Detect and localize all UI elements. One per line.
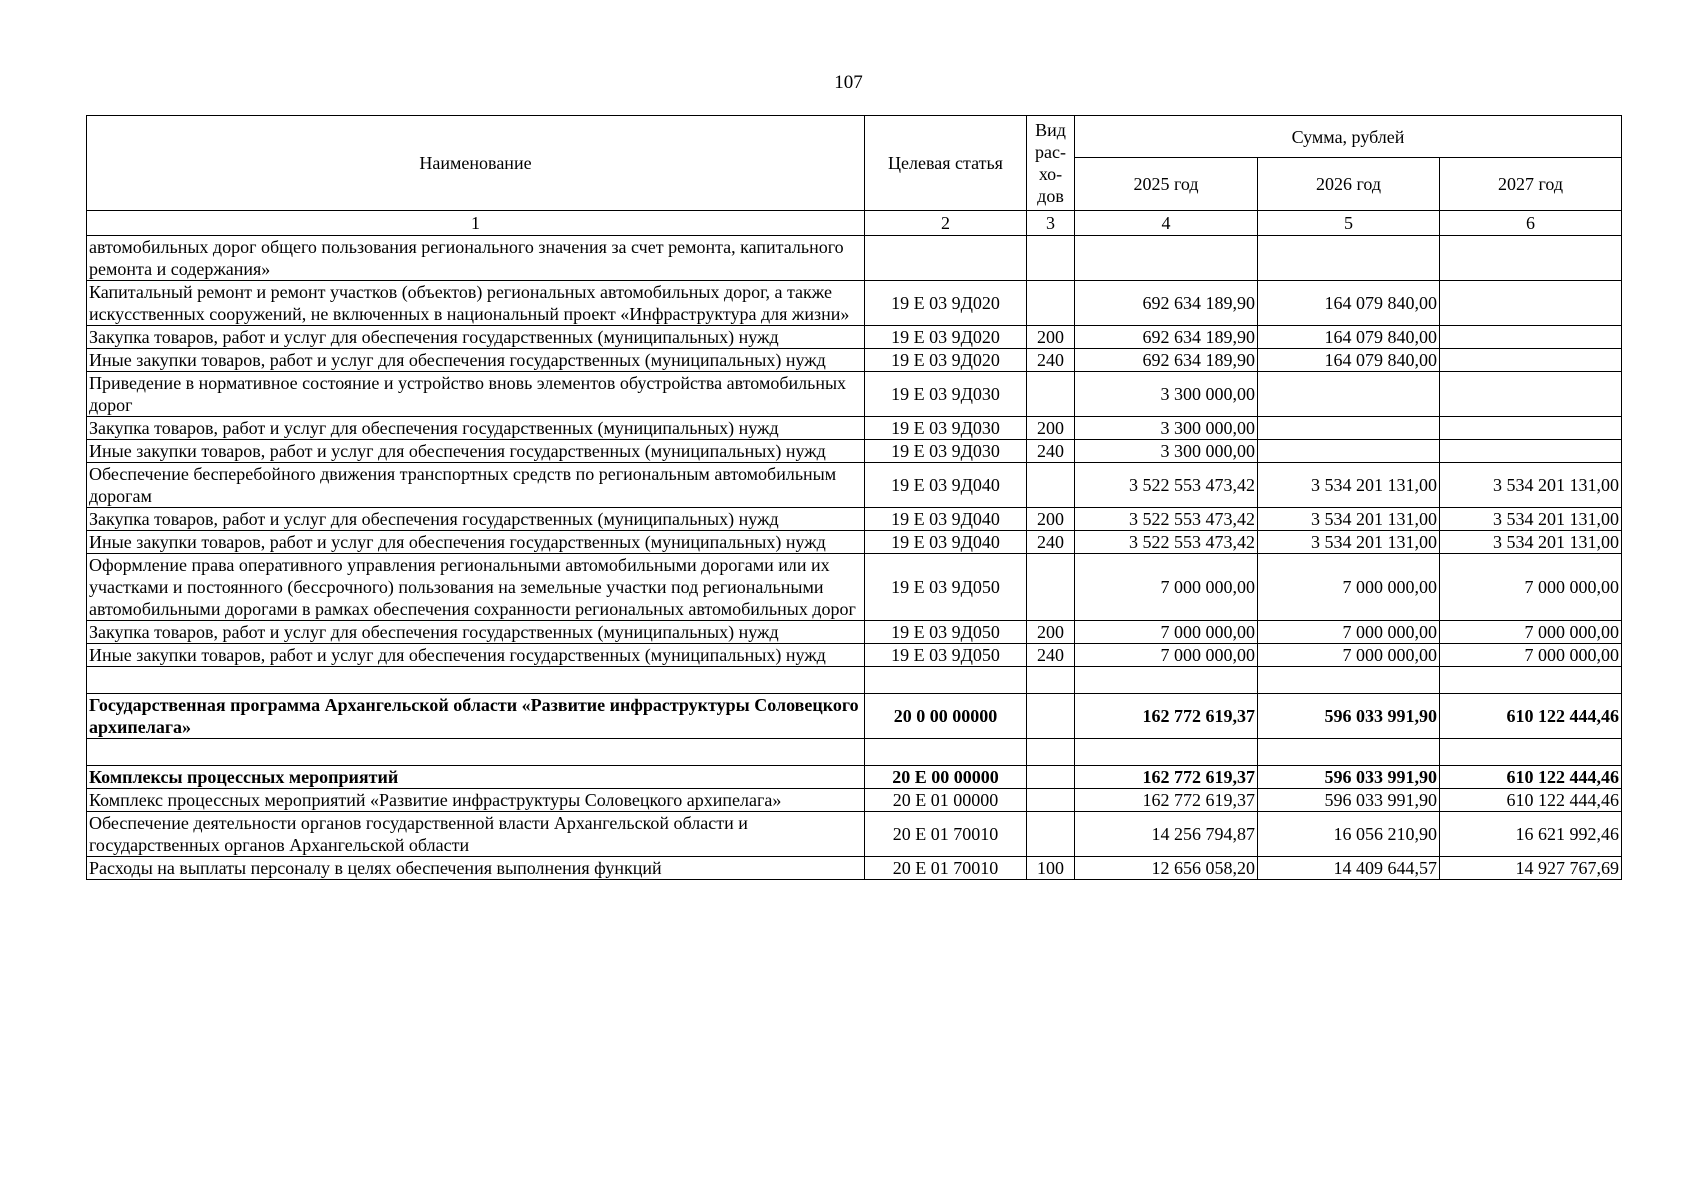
row-expense-type <box>1027 236 1075 281</box>
column-index: 6 <box>1440 211 1622 236</box>
row-target-article: 19 Е 03 9Д030 <box>865 417 1027 440</box>
row-sum-2027 <box>1440 417 1622 440</box>
row-sum-2026: 164 079 840,00 <box>1258 281 1440 326</box>
row-name: Иные закупки товаров, работ и услуг для обеспечения государственных (муниципальных) нужд <box>87 440 865 463</box>
row-name: Закупка товаров, работ и услуг для обеспечения государственных (муниципальных) нужд <box>87 508 865 531</box>
column-index: 3 <box>1027 211 1075 236</box>
row-target-article: 19 Е 03 9Д040 <box>865 531 1027 554</box>
row-sum-2026: 3 534 201 131,00 <box>1258 508 1440 531</box>
header-target-article: Целевая статья <box>865 116 1027 211</box>
row-sum-2027 <box>1440 236 1622 281</box>
row-expense-type: 240 <box>1027 440 1075 463</box>
row-sum-2026 <box>1258 417 1440 440</box>
table-row <box>87 694 1622 739</box>
row-sum-2026: 596 033 991,90 <box>1258 694 1440 739</box>
row-name: Иные закупки товаров, работ и услуг для обеспечения государственных (муниципальных) нужд <box>87 531 865 554</box>
budget-table <box>86 115 1622 880</box>
row-sum-2027: 3 534 201 131,00 <box>1440 508 1622 531</box>
table-row <box>87 440 1622 463</box>
row-sum-2025: 3 300 000,00 <box>1075 440 1258 463</box>
table-row <box>87 766 1622 789</box>
row-expense-type: 100 <box>1027 857 1075 880</box>
table-row <box>87 531 1622 554</box>
row-expense-type <box>1027 463 1075 508</box>
empty-cell <box>865 667 1027 694</box>
table-row <box>87 281 1622 326</box>
header-sum: Сумма, рублей <box>1075 116 1622 158</box>
row-sum-2025: 692 634 189,90 <box>1075 281 1258 326</box>
row-sum-2027: 7 000 000,00 <box>1440 644 1622 667</box>
page-number: 107 <box>834 72 863 93</box>
row-name: Иные закупки товаров, работ и услуг для обеспечения государственных (муниципальных) нужд <box>87 644 865 667</box>
row-name: Закупка товаров, работ и услуг для обеспечения государственных (муниципальных) нужд <box>87 417 865 440</box>
row-sum-2026: 16 056 210,90 <box>1258 812 1440 857</box>
table-row <box>87 667 1622 694</box>
row-target-article: 19 Е 03 9Д020 <box>865 326 1027 349</box>
table-row <box>87 621 1622 644</box>
row-sum-2027 <box>1440 349 1622 372</box>
row-target-article: 19 Е 03 9Д030 <box>865 440 1027 463</box>
row-expense-type: 240 <box>1027 531 1075 554</box>
row-name: Оформление права оперативного управления региональными автомобильными дорогами или их участками и постоянного (бессрочного) пользования на земельные участки под региональными автомобильными дорогами в рамках обеспечения сохранности региональных автомобильных дорог <box>87 554 865 621</box>
row-sum-2026: 3 534 201 131,00 <box>1258 531 1440 554</box>
row-sum-2025: 3 300 000,00 <box>1075 372 1258 417</box>
row-sum-2025: 7 000 000,00 <box>1075 621 1258 644</box>
empty-cell <box>1258 739 1440 766</box>
row-sum-2027: 610 122 444,46 <box>1440 789 1622 812</box>
row-sum-2026: 164 079 840,00 <box>1258 326 1440 349</box>
table-row <box>87 554 1622 621</box>
row-target-article: 20 Е 01 00000 <box>865 789 1027 812</box>
table-row <box>87 417 1622 440</box>
row-target-article: 20 Е 01 70010 <box>865 812 1027 857</box>
row-name: Комплексы процессных мероприятий <box>87 766 865 789</box>
column-index-row <box>87 211 1622 236</box>
row-target-article: 20 0 00 00000 <box>865 694 1027 739</box>
row-expense-type <box>1027 554 1075 621</box>
row-sum-2025: 162 772 619,37 <box>1075 789 1258 812</box>
row-sum-2026 <box>1258 440 1440 463</box>
column-index: 2 <box>865 211 1027 236</box>
table-row <box>87 463 1622 508</box>
row-expense-type <box>1027 812 1075 857</box>
row-name: Иные закупки товаров, работ и услуг для обеспечения государственных (муниципальных) нужд <box>87 349 865 372</box>
row-name: Обеспечение деятельности органов государственной власти Архангельской области и государственных органов Архангельской области <box>87 812 865 857</box>
column-index: 4 <box>1075 211 1258 236</box>
column-index: 5 <box>1258 211 1440 236</box>
row-sum-2025: 3 300 000,00 <box>1075 417 1258 440</box>
row-sum-2026: 7 000 000,00 <box>1258 554 1440 621</box>
row-sum-2025: 162 772 619,37 <box>1075 766 1258 789</box>
row-sum-2026: 164 079 840,00 <box>1258 349 1440 372</box>
row-sum-2025: 692 634 189,90 <box>1075 349 1258 372</box>
row-sum-2027: 16 621 992,46 <box>1440 812 1622 857</box>
table-row <box>87 644 1622 667</box>
row-name: Приведение в нормативное состояние и устройство вновь элементов обустройства автомобильных дорог <box>87 372 865 417</box>
row-expense-type <box>1027 694 1075 739</box>
row-target-article: 19 Е 03 9Д050 <box>865 644 1027 667</box>
table-row <box>87 812 1622 857</box>
row-target-article: 20 Е 00 00000 <box>865 766 1027 789</box>
row-sum-2026: 7 000 000,00 <box>1258 621 1440 644</box>
row-name: Капитальный ремонт и ремонт участков (объектов) региональных автомобильных дорог, а также искусственных сооружений, не включенных в национальный проект «Инфраструктура для жизни» <box>87 281 865 326</box>
row-name: Расходы на выплаты персоналу в целях обеспечения выполнения функций <box>87 857 865 880</box>
row-expense-type: 200 <box>1027 417 1075 440</box>
row-target-article: 19 Е 03 9Д040 <box>865 463 1027 508</box>
row-name: Закупка товаров, работ и услуг для обеспечения государственных (муниципальных) нужд <box>87 621 865 644</box>
row-sum-2027: 610 122 444,46 <box>1440 766 1622 789</box>
row-expense-type: 200 <box>1027 508 1075 531</box>
row-sum-2027: 610 122 444,46 <box>1440 694 1622 739</box>
row-sum-2026: 14 409 644,57 <box>1258 857 1440 880</box>
row-sum-2026: 3 534 201 131,00 <box>1258 463 1440 508</box>
table-row <box>87 739 1622 766</box>
row-sum-2025: 3 522 553 473,42 <box>1075 463 1258 508</box>
row-expense-type: 240 <box>1027 349 1075 372</box>
row-expense-type <box>1027 281 1075 326</box>
empty-cell <box>1075 739 1258 766</box>
row-name: Обеспечение бесперебойного движения транспортных средств по региональным автомобильным дорогам <box>87 463 865 508</box>
row-target-article: 19 Е 03 9Д020 <box>865 349 1027 372</box>
table-body <box>87 236 1622 880</box>
empty-cell <box>1440 667 1622 694</box>
table-row <box>87 508 1622 531</box>
row-sum-2025: 14 256 794,87 <box>1075 812 1258 857</box>
row-sum-2025: 3 522 553 473,42 <box>1075 531 1258 554</box>
row-sum-2025: 162 772 619,37 <box>1075 694 1258 739</box>
row-sum-2027 <box>1440 372 1622 417</box>
table-row <box>87 236 1622 281</box>
row-sum-2027 <box>1440 326 1622 349</box>
row-expense-type: 240 <box>1027 644 1075 667</box>
row-sum-2025: 7 000 000,00 <box>1075 554 1258 621</box>
row-sum-2025: 3 522 553 473,42 <box>1075 508 1258 531</box>
row-expense-type: 200 <box>1027 621 1075 644</box>
row-expense-type: 200 <box>1027 326 1075 349</box>
empty-cell <box>865 739 1027 766</box>
row-sum-2025: 12 656 058,20 <box>1075 857 1258 880</box>
header-year-2025: 2025 год <box>1075 158 1258 211</box>
row-sum-2026: 596 033 991,90 <box>1258 766 1440 789</box>
header-expense-type: Вид рас- хо- дов <box>1027 116 1075 211</box>
column-index: 1 <box>87 211 865 236</box>
row-sum-2027 <box>1440 281 1622 326</box>
empty-cell <box>87 739 865 766</box>
row-target-article: 20 Е 01 70010 <box>865 857 1027 880</box>
row-sum-2027: 14 927 767,69 <box>1440 857 1622 880</box>
row-expense-type <box>1027 766 1075 789</box>
row-target-article <box>865 236 1027 281</box>
empty-cell <box>1075 667 1258 694</box>
empty-cell <box>1027 667 1075 694</box>
row-target-article: 19 Е 03 9Д050 <box>865 554 1027 621</box>
row-name: Государственная программа Архангельской области «Развитие инфраструктуры Соловецкого архипелага» <box>87 694 865 739</box>
table-row <box>87 789 1622 812</box>
row-target-article: 19 Е 03 9Д020 <box>865 281 1027 326</box>
row-target-article: 19 Е 03 9Д050 <box>865 621 1027 644</box>
header-year-2026: 2026 год <box>1258 158 1440 211</box>
row-sum-2025: 7 000 000,00 <box>1075 644 1258 667</box>
row-sum-2027: 7 000 000,00 <box>1440 621 1622 644</box>
table-row <box>87 326 1622 349</box>
row-sum-2027 <box>1440 440 1622 463</box>
table-row <box>87 349 1622 372</box>
row-name: Закупка товаров, работ и услуг для обеспечения государственных (муниципальных) нужд <box>87 326 865 349</box>
row-name: автомобильных дорог общего пользования регионального значения за счет ремонта, капитального ремонта и содержания» <box>87 236 865 281</box>
row-expense-type <box>1027 789 1075 812</box>
row-sum-2025: 692 634 189,90 <box>1075 326 1258 349</box>
empty-cell <box>1027 739 1075 766</box>
row-sum-2027: 7 000 000,00 <box>1440 554 1622 621</box>
table-row <box>87 857 1622 880</box>
row-target-article: 19 Е 03 9Д030 <box>865 372 1027 417</box>
header-name: Наименование <box>87 116 865 211</box>
row-sum-2026: 7 000 000,00 <box>1258 644 1440 667</box>
empty-cell <box>87 667 865 694</box>
row-target-article: 19 Е 03 9Д040 <box>865 508 1027 531</box>
row-expense-type <box>1027 372 1075 417</box>
row-sum-2026: 596 033 991,90 <box>1258 789 1440 812</box>
row-sum-2025 <box>1075 236 1258 281</box>
empty-cell <box>1440 739 1622 766</box>
table-row <box>87 372 1622 417</box>
row-sum-2027: 3 534 201 131,00 <box>1440 531 1622 554</box>
row-sum-2027: 3 534 201 131,00 <box>1440 463 1622 508</box>
empty-cell <box>1258 667 1440 694</box>
row-sum-2026 <box>1258 236 1440 281</box>
header-year-2027: 2027 год <box>1440 158 1622 211</box>
row-name: Комплекс процессных мероприятий «Развитие инфраструктуры Соловецкого архипелага» <box>87 789 865 812</box>
row-sum-2026 <box>1258 372 1440 417</box>
